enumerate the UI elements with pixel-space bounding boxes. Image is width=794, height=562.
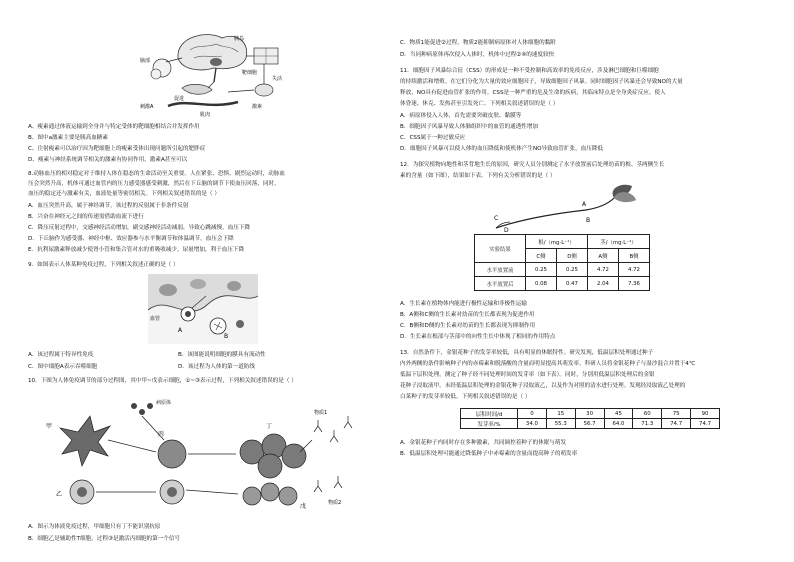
table-row	[475, 277, 650, 291]
fig9-label-a: A	[178, 327, 183, 334]
q10-option-d: D．当同种病原体再次侵入人体时，机体中过程②④的速度较快	[400, 52, 555, 58]
q11-stem-line1: 11．细胞因子风暴综合征（CSS）的形成是一种不受控制和高效率的免疫反应，涉及淋巴细胞和巨噬细胞	[400, 68, 659, 74]
table-cell: 56.7	[575, 419, 604, 429]
q7-option-b: B、图中a激素主要是胰高血糖素	[28, 135, 108, 141]
q11-stem-line2: 的持续激活和增殖。在它们分化为大量的效应细胞因子，导致细胞因子风暴。同时细胞因子风暴还会导致NO的大量	[400, 79, 683, 85]
table12-sub-c: C侧	[526, 249, 557, 263]
q10-option-c: C．物质1能促进②过程，物质2能抑制病原体对人体细胞的黏附	[400, 40, 556, 46]
q12-stem-line2: 素的含量（如下图），结果如下表。下列有关分析错误的是（ ）	[400, 173, 556, 179]
fig10-label-jia: 甲	[46, 423, 53, 430]
fig10-label-sub-a: 物质1	[314, 410, 328, 416]
fig9-label-vessel: 血管	[150, 316, 161, 322]
q13-stem-line1: 13．自然条件下，金银花种子的发芽率较低，具有明显的休眠特性。研究发现，低温层积处理通过种子	[400, 350, 654, 356]
q13-stem-line5: 白菜种子的发芽率较低。下列相关叙述错误的是（ ）	[400, 394, 531, 400]
q9-option-d: D．该过程为人体的第一道防线	[178, 364, 256, 370]
table-row	[475, 263, 650, 277]
fig12-label-c: C	[494, 215, 499, 222]
auxin-table	[474, 234, 650, 291]
q13-stem-line4: 花种子浸取液甲，未经低温层积处理的金银花种子浸取液乙，以及作为对照的清水进行处理。发现经浸取液乙处理的	[400, 383, 686, 389]
q12-option-a: A．生长素在植物体内能进行极性运输和非极性运输	[400, 301, 527, 307]
q9-option-a: A．该过程属于特异性免疫	[28, 352, 94, 358]
table12-row2-label: 水平放置后	[475, 277, 526, 291]
fig12-label-b: B	[586, 217, 591, 224]
table-cell: 0.25	[556, 263, 587, 277]
table12-sub-d: D侧	[556, 249, 587, 263]
q10-option-a: A．图示为体液免疫过程，甲细胞只有丁不能识别抗原	[28, 524, 161, 530]
q11-stem-line3: 释放，NO具有促进血管扩张的作用。CSS是一种严重的危及生命的疾病，其临床特点是全身炎症反应，使人	[400, 90, 666, 96]
q8-option-a: A．血压突然升高，属于神经调节，该过程的反射属于非条件反射	[28, 203, 189, 209]
fig12-label-a: A	[582, 201, 587, 208]
q8-option-c: C．降压反射过程中，交感神经活动增加，副交感神经活动减弱，导致心跳减慢，血压下降	[28, 225, 251, 231]
q7-option-a: A、瘦素通过体液运输到全身并与特定受体的靶细胞相结合并发挥作用	[28, 124, 200, 130]
table-cell: 75	[662, 409, 691, 419]
label-hormone: 激素	[252, 104, 263, 110]
label-muscle: 肌肉	[200, 112, 211, 118]
table12-row1-label: 水平放置前	[475, 263, 526, 277]
left-column	[28, 0, 380, 562]
q8-stem-line2: 压会突然升高，机体可通过血管内的压力感受器感受刺激，然后在下丘脑的调节下使血压回落，同时，	[28, 181, 280, 187]
q7-option-d: D、瘦素与神经系统调节相关的激素有协同作用，激素A甚至可以	[28, 157, 188, 163]
q9-option-c: C．图中细胞A表示吞噬细胞	[28, 364, 98, 370]
fig10-label-wu: 戊	[300, 503, 307, 510]
q9-option-b: B．该图能说明细胞的膜具有流动性	[178, 352, 266, 358]
right-column	[400, 0, 766, 562]
table13-row2-label: 发芽率/%	[461, 419, 518, 429]
table-cell: 2.04	[587, 277, 618, 291]
table-cell: 60	[633, 409, 662, 419]
q8-option-e: E．抗利尿激素释放减少使肾小管和集合管对水的重吸收减少，尿量增加，利于血压下降	[28, 247, 245, 253]
label-lost: 失活	[272, 76, 283, 82]
q11-option-d: D．细胞因子风暴可以使人体的血压降低和使机体产生NO导致血管扩张，血压降低	[400, 146, 604, 152]
q12-option-d: D．生长素在根部与茎部中的向性生长中体现了相同的作用特点	[400, 334, 556, 340]
table12-stem-header: 茎/（mg·L⁻¹）	[587, 235, 649, 249]
q11-option-a: A．病原体侵入人体，首先需要突破皮肤、黏膜等	[400, 113, 522, 119]
table-cell: 4.72	[587, 263, 618, 277]
q11-option-c: C．CSS属于一种过敏反应	[400, 135, 466, 141]
table-cell: 30	[575, 409, 604, 419]
table-row	[461, 419, 720, 429]
q13-option-a: A．金银花种子内同时存在多种激素，共同调控着种子的休眠与萌发	[400, 440, 567, 446]
table13-row1-label: 层积时间/d	[461, 409, 518, 419]
immune-regulation-figure	[38, 392, 368, 512]
table-cell: 90	[691, 409, 720, 419]
q8-option-d: D．下丘脑作为感受器、神经中枢、效应器参与水平衡调节和体温调节，血压会下降	[28, 236, 234, 242]
q9-stem: 9．如图表示人体某种免疫过程，下列相关叙述正确的是（ ）	[28, 262, 179, 268]
q8-option-b: B．兴奋在神经元之间的传递需借助血流下进行	[28, 214, 144, 220]
q8-stem-line1: 8.动脉血压的相对稳定对于维持人体在稳态的生命活动至关重要。人在紧张、恐惧、剧烈运动时，动脉血	[28, 171, 286, 177]
table-cell: 55.3	[546, 419, 575, 429]
q10-option-b: B．细胞乙是辅助性T细胞，过程③是激活丙细胞的第一个信号	[28, 536, 181, 542]
q13-option-b: B．低温层积处理可能通过降低种子中赤霉素的含量而提高种子的萌发率	[400, 451, 578, 457]
fig10-label-ding: 丁	[266, 423, 273, 430]
label-brain: 脑部	[140, 58, 151, 64]
fig12-label-d: D	[504, 227, 509, 232]
table-row	[461, 409, 720, 419]
q12-stem-line1: 12．为探究植物向地性和茎背地生长的原因，研究人员分别测定了水平放置前后处理幼苗的根、茎两侧生长	[400, 162, 665, 168]
q10-stem: 10．下图为人体免疫调节的部分过程图，其中甲~戊表示细胞，①~③表示过程，下列相关叙述错误的是（ ）	[28, 378, 297, 384]
q11-stem-line4: 体昏迷、休克、发热甚至引发死亡。下列相关叙述错误的是（ ）	[400, 101, 559, 107]
fig9-label-b: B	[224, 333, 229, 340]
hormone-regulation-figure	[138, 28, 288, 120]
fig10-label-bing: 丙	[158, 431, 165, 438]
table-cell: 0.08	[526, 277, 557, 291]
table-cell: 45	[604, 409, 633, 419]
q11-option-b: B．细胞因子风暴导致人体肺组织中的血管的通透性增加	[400, 124, 539, 130]
table-cell: 74.7	[662, 419, 691, 429]
seedling-figure	[490, 180, 640, 232]
table-cell: 71.3	[633, 419, 662, 429]
q13-stem-line3: 低温下层积处理，测定了种子经不同处理时间的发芽率（如下表）。同时，分别用低温层积处理后的金银	[400, 372, 655, 378]
immune-process-figure	[148, 274, 258, 344]
table-cell: 4.72	[618, 263, 649, 277]
fig10-label-yi: 乙	[56, 491, 63, 498]
table-cell: 7.36	[618, 277, 649, 291]
table-cell: 0.25	[526, 263, 557, 277]
table12-sub-b: B侧	[618, 249, 649, 263]
q8-stem-line3: 血压的稳定还与激素有关，血液处量等密切相关。下列相关叙述错误的是（ ）	[28, 191, 220, 197]
table-cell: 64.0	[604, 419, 633, 429]
label-target: 靶细胞	[242, 70, 258, 76]
q12-option-b: B．A侧和C侧的生长素对幼苗的生长都表现为促进作用	[400, 312, 535, 318]
table-cell: 0.47	[556, 277, 587, 291]
label-pancreas-top: 胰岛	[234, 36, 245, 42]
fig10-label-pathogen: 病原体	[156, 400, 172, 406]
table12-root-header: 根/（mg·L⁻¹）	[526, 235, 588, 249]
label-stimulus: 刺激A	[140, 104, 154, 110]
label-promote: 促进	[174, 96, 185, 102]
fig10-label-sub-b: 物质2	[328, 500, 342, 506]
table12-sub-a: A侧	[587, 249, 618, 263]
table-cell: 15	[546, 409, 575, 419]
table-cell: 34.0	[518, 419, 547, 429]
germination-table	[460, 408, 720, 429]
table-cell: 0	[518, 409, 547, 419]
table-cell: 74.7	[691, 419, 720, 429]
q7-option-c: C、注射瘦素可以治疗因为靶细胞上的瘦素受体出现问题所引起的肥胖症	[28, 146, 206, 152]
q13-stem-line2: 内外两侧的条件影响种子内的赤霉素和脱落酸的含量而明显提高其萌发率。科研人员将金银花种子与湿沙混合并置于4℃	[400, 361, 696, 367]
table12-corner: 实验结果	[475, 235, 526, 263]
q12-option-c: C．B侧和D侧的生长素对幼苗的生长都表现为抑制作用	[400, 323, 536, 329]
